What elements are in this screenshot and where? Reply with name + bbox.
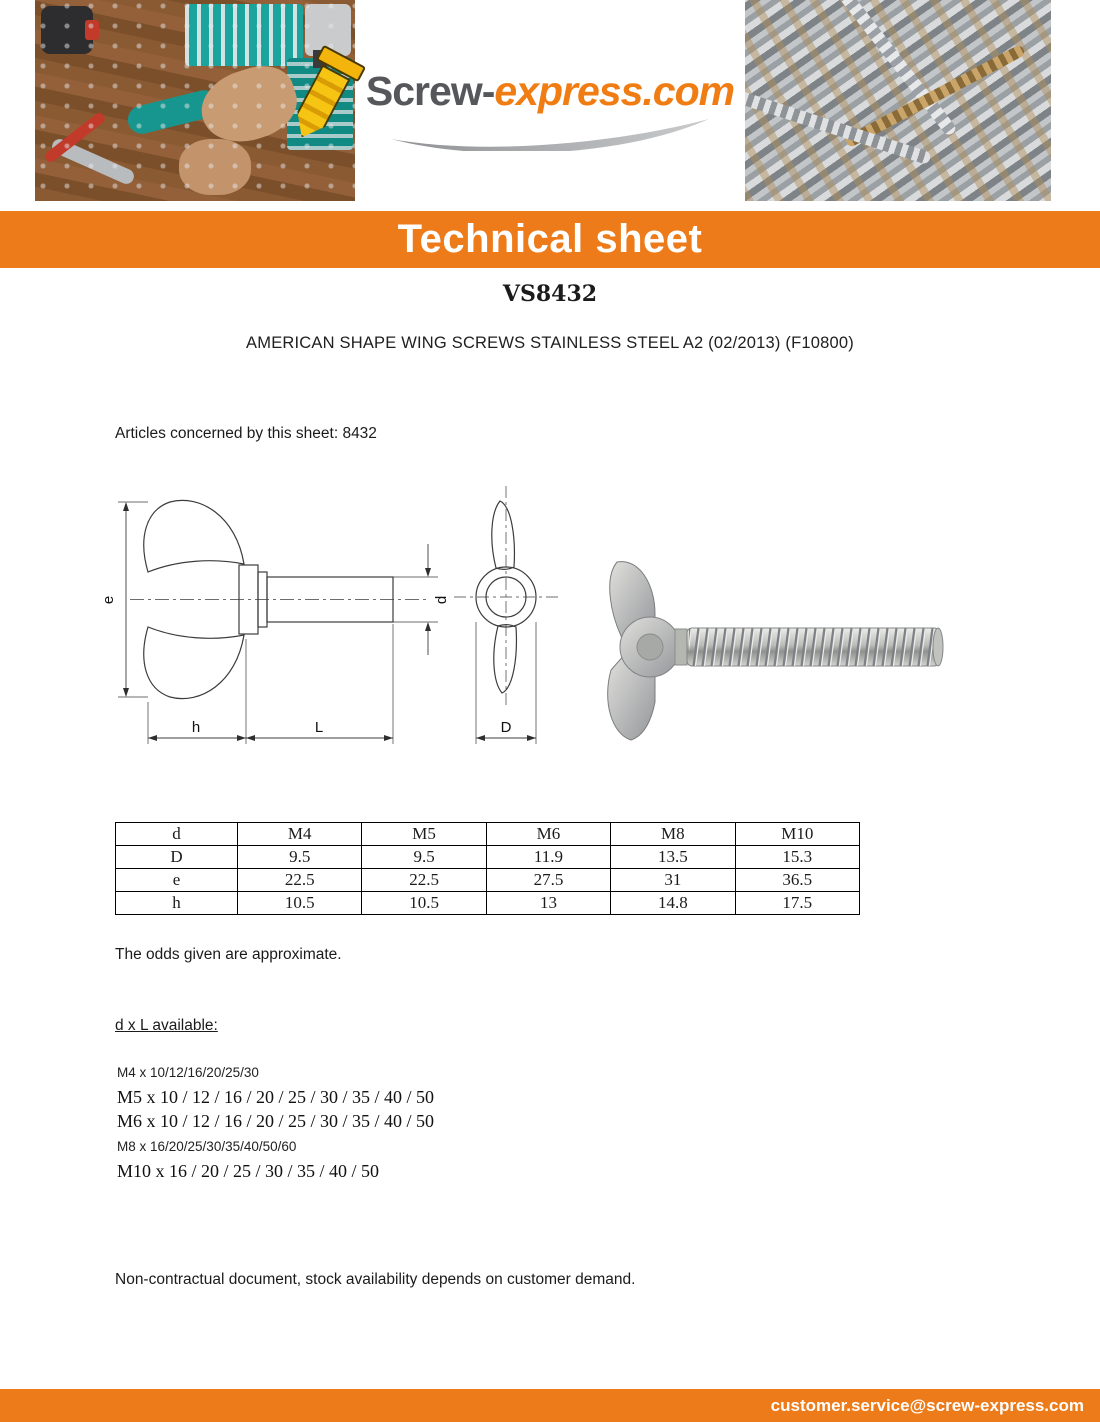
table-header-cell: M10 [735,823,859,846]
table-header-cell: M5 [362,823,486,846]
dim-label-L: L [314,719,324,736]
articles-line: Articles concerned by this sheet: 8432 [115,425,377,442]
table-header-row [116,823,860,846]
availability-title: d x L available: [115,1017,218,1034]
dim-label-D: D [500,719,512,736]
table-cell: 31 [611,869,735,892]
table-header-cell: d [116,823,238,846]
table-cell: 9.5 [238,846,362,869]
table-cell: 36.5 [735,869,859,892]
table-cell: e [116,869,238,892]
size-line-m5: M5 x 10 / 12 / 16 / 20 / 25 / 30 / 35 / 40 / 50 [117,1087,435,1107]
dimensions-table [115,822,860,915]
table-header-cell: M6 [486,823,610,846]
table-cell: D [116,846,238,869]
banner-title: Technical sheet [397,217,703,261]
technical-drawing [96,472,561,762]
table-header-cell: M8 [611,823,735,846]
dim-label-d: d [433,595,450,605]
table-header-cell: M4 [238,823,362,846]
table-row [116,892,860,915]
document-reference: VS8432 [502,281,598,307]
table-cell: 10.5 [362,892,486,915]
table-cell: 11.9 [486,846,610,869]
contact-email[interactable]: customer.service@screw-express.com [770,1396,1084,1415]
logo-part-express: express.com [494,68,735,114]
table-cell: 17.5 [735,892,859,915]
table-cell: h [116,892,238,915]
dim-label-e: e [100,595,117,605]
table-cell: 13.5 [611,846,735,869]
logo-swoosh [385,117,715,151]
table-cell: 10.5 [238,892,362,915]
table-cell: 27.5 [486,869,610,892]
table-cell: 13 [486,892,610,915]
screws-pile-photo [745,0,1051,201]
size-line-m8: M8 x 16/20/25/30/35/40/50/60 [117,1139,297,1154]
banner [0,211,1100,268]
approximation-note: The odds given are approximate. [115,946,342,963]
footer-bar [0,1389,1100,1422]
logo [358,70,742,151]
table-cell: 9.5 [362,846,486,869]
size-line-m4: M4 x 10/12/16/20/25/30 [117,1065,259,1080]
photo-detail-screw [745,88,932,165]
document-title: AMERICAN SHAPE WING SCREWS STAINLESS STEEL A2 (02/2013) (F10800) [246,334,854,352]
table-row [116,869,860,892]
size-line-m6: M6 x 10 / 12 / 16 / 20 / 25 / 30 / 35 / 40 / 50 [117,1111,435,1131]
size-line-m10: M10 x 16 / 20 / 25 / 30 / 35 / 40 / 50 [117,1161,380,1181]
logo-part-screw: Screw- [365,68,495,114]
table-row [116,846,860,869]
table-cell: 22.5 [238,869,362,892]
size-list [117,1058,434,1185]
table-cell: 22.5 [362,869,486,892]
table-cell: 15.3 [735,846,859,869]
dim-label-h: h [191,719,201,736]
table-cell: 14.8 [611,892,735,915]
disclaimer: Non-contractual document, stock availability depends on customer demand. [115,1271,636,1288]
wing-screw-photo [565,552,960,747]
logo-text [358,70,742,113]
